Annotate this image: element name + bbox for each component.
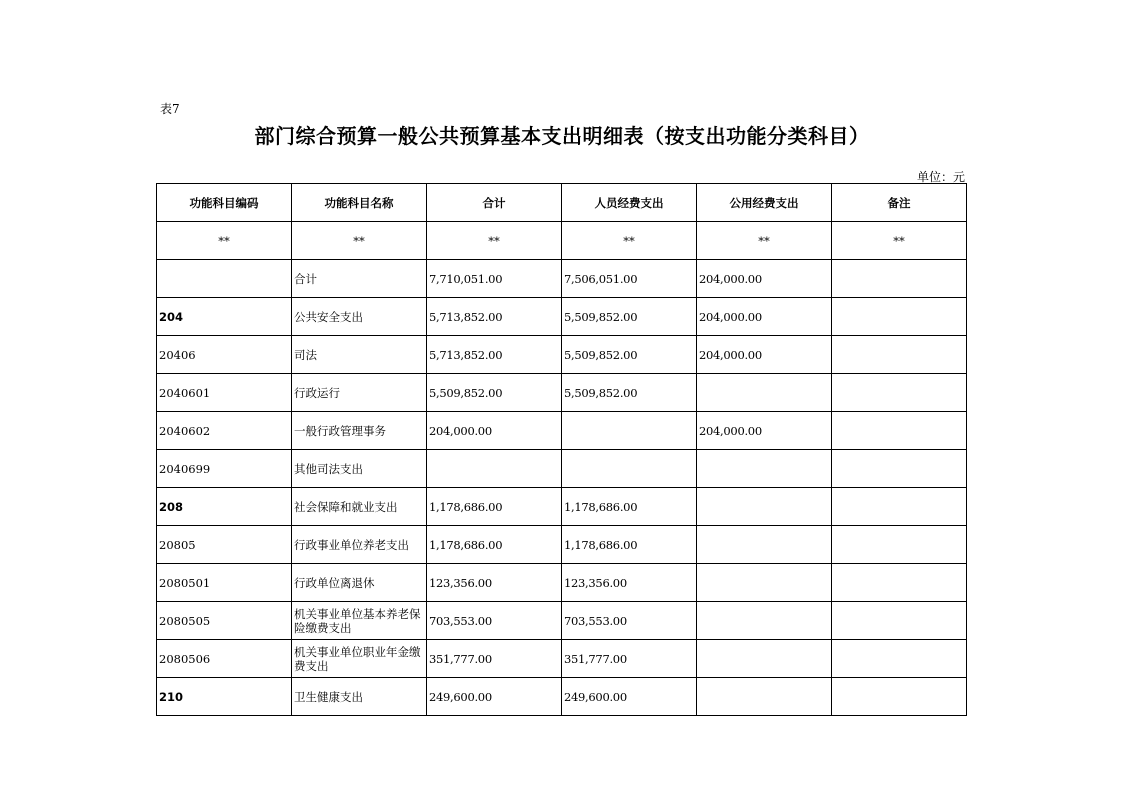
- page-title: 部门综合预算一般公共预算基本支出明细表（按支出功能分类科目）: [254, 124, 870, 148]
- marker-cell: **: [292, 222, 427, 260]
- note-cell: [832, 412, 967, 450]
- name-cell: 公共安全支出: [292, 298, 427, 336]
- name-cell: 卫生健康支出: [292, 678, 427, 716]
- note-cell: [832, 298, 967, 336]
- marker-cell: **: [157, 222, 292, 260]
- total-cell: 5,713,852.00: [427, 298, 562, 336]
- marker-row: [157, 222, 967, 260]
- code-cell: 2080501: [157, 564, 292, 602]
- name-cell: 一般行政管理事务: [292, 412, 427, 450]
- header-name: 功能科目名称: [292, 184, 427, 222]
- personnel-cell: 5,509,852.00: [562, 374, 697, 412]
- public-cell: 204,000.00: [697, 336, 832, 374]
- table-row: [157, 678, 967, 716]
- name-cell: 机关事业单位职业年金缴费支出: [292, 640, 427, 678]
- name-cell: 社会保障和就业支出: [292, 488, 427, 526]
- name-cell: 行政事业单位养老支出: [292, 526, 427, 564]
- table-row: [157, 488, 967, 526]
- public-cell: 204,000.00: [697, 412, 832, 450]
- total-cell: 351,777.00: [427, 640, 562, 678]
- budget-table: [156, 183, 967, 716]
- table-row: [157, 298, 967, 336]
- name-cell: 其他司法支出: [292, 450, 427, 488]
- personnel-cell: 249,600.00: [562, 678, 697, 716]
- name-cell: 机关事业单位基本养老保险缴费支出: [292, 602, 427, 640]
- note-cell: [832, 336, 967, 374]
- public-cell: [697, 678, 832, 716]
- personnel-cell: 351,777.00: [562, 640, 697, 678]
- code-cell: 20406: [157, 336, 292, 374]
- code-cell: 2080505: [157, 602, 292, 640]
- code-cell: 210: [157, 678, 292, 716]
- total-cell: 5,509,852.00: [427, 374, 562, 412]
- table-row: [157, 260, 967, 298]
- personnel-cell: 1,178,686.00: [562, 488, 697, 526]
- header-total: 合计: [427, 184, 562, 222]
- header-personnel: 人员经费支出: [562, 184, 697, 222]
- code-cell: [157, 260, 292, 298]
- code-cell: 20805: [157, 526, 292, 564]
- header-public: 公用经费支出: [697, 184, 832, 222]
- personnel-cell: [562, 412, 697, 450]
- public-cell: 204,000.00: [697, 298, 832, 336]
- total-cell: 5,713,852.00: [427, 336, 562, 374]
- total-cell: 703,553.00: [427, 602, 562, 640]
- marker-cell: **: [697, 222, 832, 260]
- header-code: 功能科目编码: [157, 184, 292, 222]
- personnel-cell: 5,509,852.00: [562, 336, 697, 374]
- note-cell: [832, 374, 967, 412]
- name-cell: 合计: [292, 260, 427, 298]
- total-cell: 204,000.00: [427, 412, 562, 450]
- personnel-cell: 7,506,051.00: [562, 260, 697, 298]
- code-cell: 208: [157, 488, 292, 526]
- table-row: [157, 526, 967, 564]
- total-cell: 249,600.00: [427, 678, 562, 716]
- personnel-cell: 703,553.00: [562, 602, 697, 640]
- total-cell: 1,178,686.00: [427, 488, 562, 526]
- table-row: [157, 374, 967, 412]
- table-row: [157, 602, 967, 640]
- note-cell: [832, 450, 967, 488]
- code-cell: 204: [157, 298, 292, 336]
- total-cell: [427, 450, 562, 488]
- personnel-cell: 123,356.00: [562, 564, 697, 602]
- code-cell: 2040699: [157, 450, 292, 488]
- personnel-cell: 5,509,852.00: [562, 298, 697, 336]
- marker-cell: **: [562, 222, 697, 260]
- personnel-cell: [562, 450, 697, 488]
- total-cell: 123,356.00: [427, 564, 562, 602]
- note-cell: [832, 678, 967, 716]
- table-row: [157, 412, 967, 450]
- public-cell: [697, 640, 832, 678]
- table-header-row: [157, 184, 967, 222]
- public-cell: [697, 602, 832, 640]
- public-cell: [697, 526, 832, 564]
- note-cell: [832, 602, 967, 640]
- name-cell: 行政运行: [292, 374, 427, 412]
- unit-label: 单位：元: [916, 170, 965, 184]
- note-cell: [832, 526, 967, 564]
- code-cell: 2040602: [157, 412, 292, 450]
- note-cell: [832, 640, 967, 678]
- marker-cell: **: [832, 222, 967, 260]
- header-note: 备注: [832, 184, 967, 222]
- public-cell: 204,000.00: [697, 260, 832, 298]
- public-cell: [697, 374, 832, 412]
- table-row: [157, 336, 967, 374]
- total-cell: 7,710,051.00: [427, 260, 562, 298]
- marker-cell: **: [427, 222, 562, 260]
- public-cell: [697, 564, 832, 602]
- table-row: [157, 640, 967, 678]
- table-row: [157, 450, 967, 488]
- name-cell: 司法: [292, 336, 427, 374]
- name-cell: 行政单位离退休: [292, 564, 427, 602]
- total-cell: 1,178,686.00: [427, 526, 562, 564]
- code-cell: 2080506: [157, 640, 292, 678]
- public-cell: [697, 488, 832, 526]
- personnel-cell: 1,178,686.00: [562, 526, 697, 564]
- table-row: [157, 564, 967, 602]
- table-number-label: 表7: [160, 102, 180, 116]
- note-cell: [832, 488, 967, 526]
- public-cell: [697, 450, 832, 488]
- note-cell: [832, 260, 967, 298]
- note-cell: [832, 564, 967, 602]
- code-cell: 2040601: [157, 374, 292, 412]
